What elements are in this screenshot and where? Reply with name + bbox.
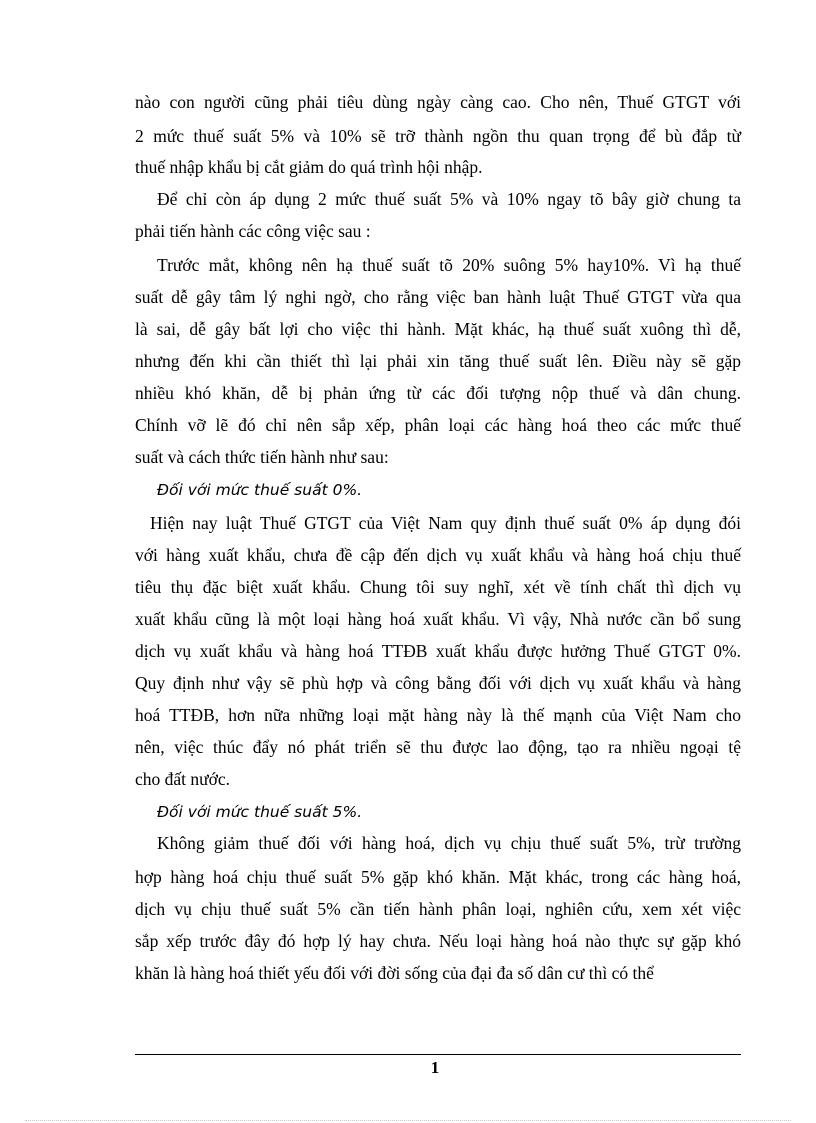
- body-line: nên, việc thúc đẩy nó phát triển sẽ thu được lao động, tạo ra nhiều ngoại tệ: [135, 737, 741, 757]
- page-edge: [25, 1120, 791, 1121]
- body-line: thuế nhập khẩu bị cắt giảm do quá trình hội nhập.: [135, 157, 483, 177]
- body-line: nhưng đến khi cần thiết thì lại phải xin tăng thuế suất lên. Điều này sẽ gặp: [135, 351, 741, 371]
- body-line: nào con người cũng phải tiêu dùng ngày càng cao. Cho nên, Thuế GTGT với: [135, 92, 741, 112]
- section-heading-0-percent: Đối với mức thuế suất 0%.: [157, 481, 363, 499]
- body-line: sắp xếp trước đây đó hợp lý hay chưa. Nếu loại hàng hoá nào thực sự gặp khó: [135, 931, 741, 951]
- body-line: hoá TTĐB, hơn nữa những loại mặt hàng này là thế mạnh của Việt Nam cho: [135, 705, 741, 725]
- body-line: suất dễ gây tâm lý nghi ngờ, cho rằng việc ban hành luật Thuế GTGT vừa qua: [135, 287, 741, 307]
- page-number: 1: [430, 1058, 440, 1077]
- body-line: Không giảm thuế đối với hàng hoá, dịch vụ chịu thuế suất 5%, trừ trường: [157, 833, 741, 853]
- body-line: Trước mắt, không nên hạ thuế suất tõ 20% suông 5% hay10%. Vì hạ thuế: [157, 255, 741, 275]
- body-line: hợp hàng hoá chịu thuế suất 5% gặp khó khăn. Mặt khác, trong các hàng hoá,: [135, 867, 741, 887]
- body-line: dịch vụ chịu thuế suất 5% cần tiến hành phân loại, nghiên cứu, xem xét việc: [135, 899, 741, 919]
- body-line: 2 mức thuế suất 5% và 10% sẽ trỡ thành ngồn thu quan trọng để bù đắp từ: [135, 126, 741, 146]
- body-line: là sai, dễ gây bất lợi cho việc thi hành. Mặt khác, hạ thuế suất xuông thì dễ,: [135, 319, 741, 339]
- body-line: Để chỉ còn áp dụng 2 mức thuế suất 5% và 10% ngay tõ bây giờ chung ta: [157, 189, 741, 209]
- body-line: dịch vụ xuất khẩu và hàng hoá TTĐB xuất khẩu được hưởng Thuế GTGT 0%.: [135, 641, 741, 661]
- body-line: cho đất nước.: [135, 769, 231, 789]
- body-line: xuất khẩu cũng là một loại hàng hoá xuất khẩu. Vì vậy, Nhà nước cần bổ sung: [135, 609, 741, 629]
- footer-rule: [135, 1054, 741, 1055]
- body-line: nhiều khó khăn, dễ bị phản ứng từ các đối tượng nộp thuế và dân chung.: [135, 383, 741, 403]
- body-line: Hiện nay luật Thuế GTGT của Việt Nam quy định thuế suất 0% áp dụng đói: [150, 513, 741, 533]
- body-line: suất và cách thức tiến hành như sau:: [135, 447, 389, 467]
- body-line: khăn là hàng hoá thiết yếu đối với đời sống của đại đa số dân cư thì có thể: [135, 963, 654, 983]
- body-line: Quy định như vậy sẽ phù hợp và công bằng đối với dịch vụ xuất khẩu và hàng: [135, 673, 741, 693]
- body-line: Chính vỡ lẽ đó chỉ nên sắp xếp, phân loại các hàng hoá theo các mức thuế: [135, 415, 741, 435]
- section-heading-5-percent: Đối với mức thuế suất 5%.: [157, 803, 363, 821]
- body-line: với hàng xuất khẩu, chưa đề cập đến dịch vụ xuất khẩu và hàng hoá chịu thuế: [135, 545, 741, 565]
- body-line: phải tiến hành các công việc sau :: [135, 221, 371, 241]
- body-line: tiêu thụ đặc biệt xuất khẩu. Chung tôi suy nghĩ, xét về tính chất thì dịch vụ: [135, 577, 741, 597]
